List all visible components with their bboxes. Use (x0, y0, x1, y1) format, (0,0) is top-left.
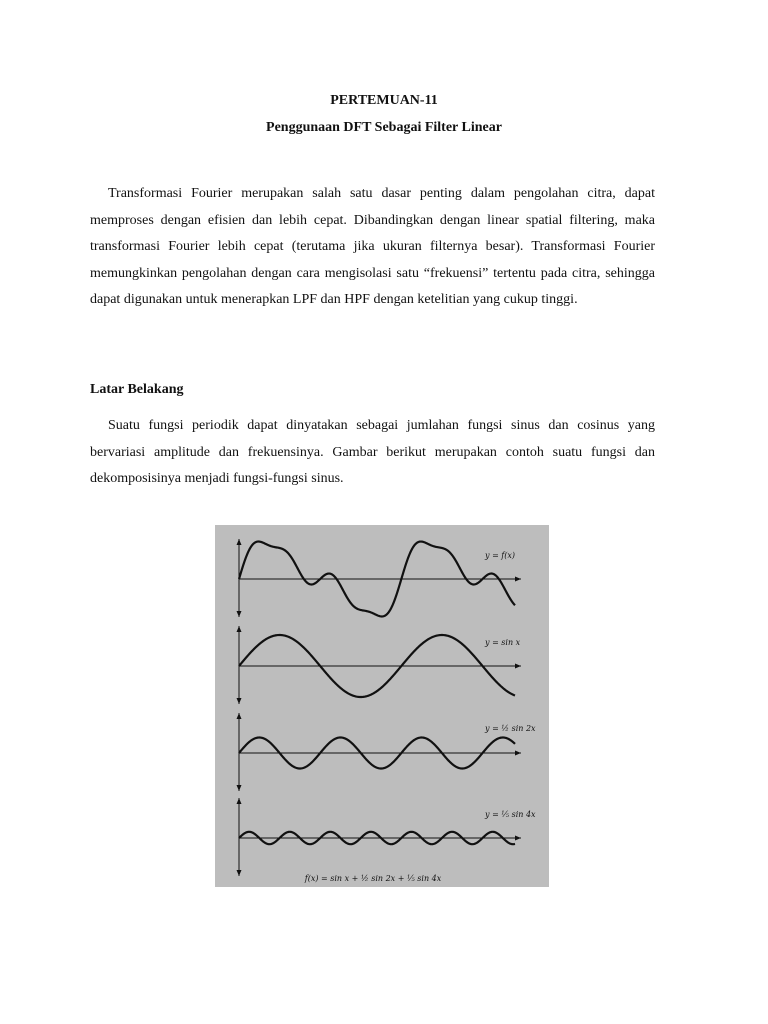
y-axis-arrow-up (237, 798, 242, 804)
paragraph-background-text: Suatu fungsi periodik dapat dinyatakan sebagai jumlahan fungsi sinus dan cosinus yang bervariasi amplitude dan frekuensinya. Gambar berikut merupakan contoh suatu fungsi dan dekomposisinya menjadi fungsi-fungsi sinus. (90, 418, 655, 486)
plot-3 (237, 713, 537, 791)
figure-caption: f(x) = sin x + ½ sin 2x + ⅕ sin 4x (304, 874, 442, 883)
y-axis-arrow-down (237, 611, 242, 617)
plot-4 (237, 798, 537, 876)
x-axis-arrow (515, 664, 521, 669)
x-axis-arrow (515, 751, 521, 756)
section-heading: Latar Belakang (90, 382, 184, 397)
y-axis-arrow-up (237, 539, 242, 545)
y-axis-arrow-up (237, 713, 242, 719)
paragraph-background (90, 413, 655, 493)
plot-1 (237, 539, 522, 617)
plot-label: y = f(x) (485, 551, 516, 560)
page-subtitle: Penggunaan DFT Sebagai Filter Linear (266, 120, 502, 135)
plot-2 (237, 626, 522, 704)
page-title: PERTEMUAN-11 (330, 93, 438, 108)
y-axis-arrow-down (237, 870, 242, 876)
y-axis-arrow-down (237, 698, 242, 704)
fourier-decomposition-figure (215, 525, 549, 887)
y-axis-arrow-up (237, 626, 242, 632)
plot-label: y = ½ sin 2x (485, 724, 536, 733)
paragraph-intro (90, 181, 655, 314)
paragraph-intro-text: Transformasi Fourier merupakan salah satu dasar penting dalam pengolahan citra, dapat memproses dengan efisien dan lebih cepat. Dibandingkan dengan linear spatial filtering, maka transformasi Fourier lebih cepat (terutama jika ukuran filternya besar). Transformasi Fourier memungkinkan pengolahan dengan cara mengisolasi satu “frekuensi” tertentu pada citra, sehingga dapat digunakan untuk menerapkan LPF dan HPF dengan ketelitian yang cukup tinggi. (90, 186, 655, 307)
x-axis-arrow (515, 577, 521, 582)
fourier-plot-svg (215, 525, 549, 887)
y-axis-arrow-down (237, 785, 242, 791)
x-axis-arrow (515, 836, 521, 841)
plot-label: y = sin x (485, 638, 521, 647)
plot-label: y = ⅕ sin 4x (485, 810, 536, 819)
